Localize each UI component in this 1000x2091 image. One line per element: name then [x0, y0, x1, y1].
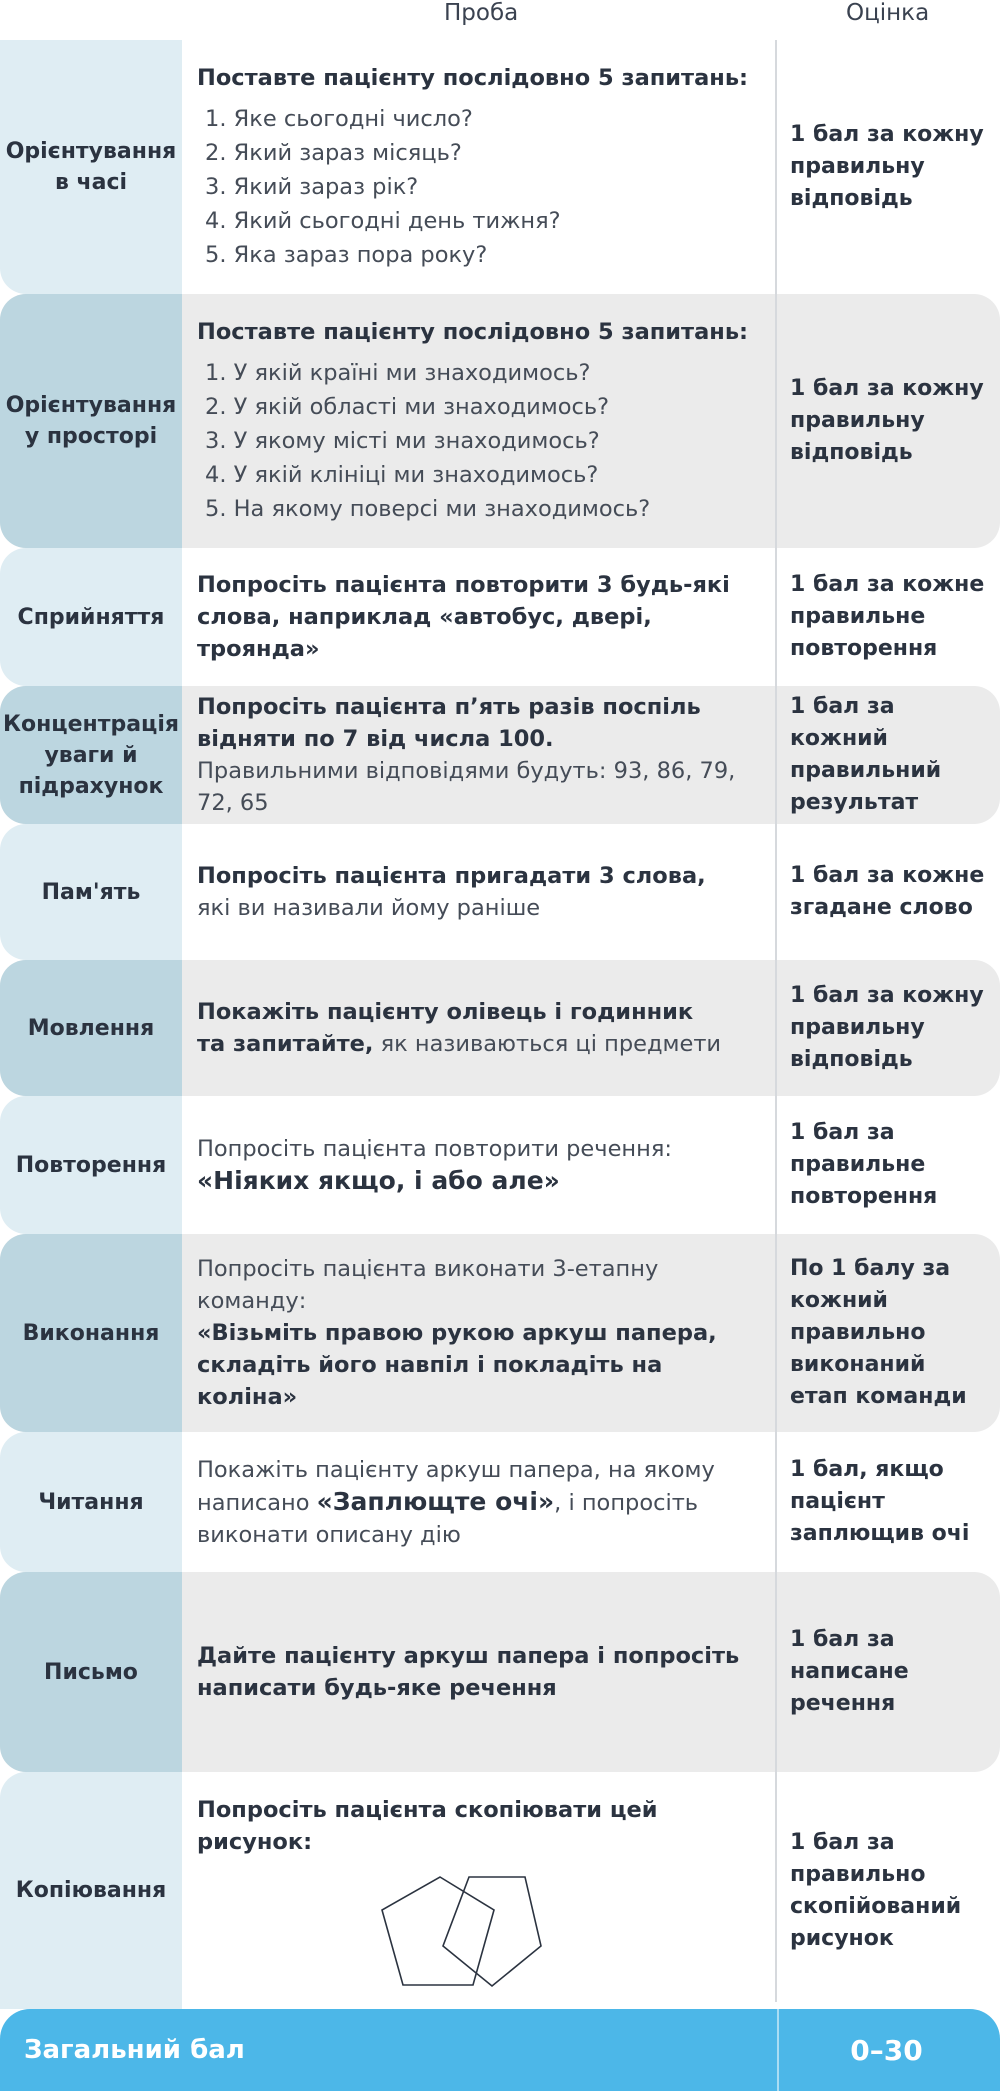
row-label: Орієнтування в часі [0, 40, 182, 294]
row-label: Концентрація уваги й підрахунок [0, 686, 182, 824]
row-text-normal: Правильними відповідями будуть: 93, 86, 79, 72, 65 [197, 758, 736, 816]
row-label: Копіювання [0, 1772, 182, 2009]
list-item: 3. У якому місті ми знаходимось? [205, 428, 600, 454]
table-row [0, 1772, 1000, 2009]
row-label: Пам'ять [0, 824, 182, 960]
row-label: Читання [0, 1432, 182, 1572]
row-score: 1 бал за кожний правильний результат [790, 694, 942, 815]
row-text-normal: Попросіть пацієнта виконати 3-етапну команду: [197, 1256, 659, 1314]
table-row [0, 960, 1000, 1096]
row-test-text [182, 548, 776, 686]
table-row [0, 1096, 1000, 1234]
row-intro: Поставте пацієнту послідовно 5 запитань: [197, 319, 749, 345]
row-test-text [182, 1572, 776, 1772]
row-text-normal: як називаються ці предмети [373, 1031, 722, 1057]
list-item: 4. Який сьогодні день тижня? [205, 208, 561, 234]
table-row [0, 548, 1000, 686]
list-item: 5. На якому поверсі ми знаходимось? [205, 496, 651, 522]
row-text: Попросіть пацієнта скопіювати цей рисунок: [197, 1797, 658, 1855]
row-test-text [182, 1096, 776, 1234]
total-label: Загальний бал [24, 2035, 245, 2065]
list-item: 4. У якій клініці ми знаходимось? [205, 462, 599, 488]
row-test-text [182, 294, 776, 548]
table-header [0, 0, 1000, 40]
row-label: Мовлення [0, 960, 182, 1096]
row-test-text [182, 960, 776, 1096]
row-score: 1 бал за правильно скопійований рисунок [790, 1829, 962, 1951]
list-item: 3. Який зараз рік? [205, 174, 419, 200]
row-score: По 1 балу за кожний правильно виконаний етап команди [790, 1256, 967, 1409]
list-item: 2. У якій області ми знаходимось? [205, 394, 610, 420]
row-label: Виконання [0, 1234, 182, 1432]
total-value: 0–30 [850, 2033, 923, 2067]
row-text-bold: та запитайте, [197, 1031, 374, 1057]
row-text-normal: які ви називали йому раніше [197, 895, 541, 921]
row-text-bold: «Візьміть правою рукою аркуш папера, складіть його навпіл і покладіть на коліна» [197, 1320, 717, 1410]
column-header-test: Проба [444, 0, 519, 26]
row-score: 1 бал за кожне правильне повторення [790, 572, 985, 661]
column-divider [775, 40, 777, 2002]
row-score: 1 бал за правильне повторення [790, 1120, 938, 1209]
row-score: 1 бал за кожну правильну відповідь [790, 122, 984, 211]
row-score: 1 бал за кожну правильну відповідь [790, 983, 984, 1072]
row-label: Повторення [0, 1096, 182, 1234]
question-list [197, 356, 764, 526]
row-text-bold: Попросіть пацієнта п’ять разів поспіль відняти по 7 від числа 100. [197, 694, 701, 752]
row-score: 1 бал за написане речення [790, 1627, 909, 1716]
table-row [0, 294, 1000, 548]
table-row [0, 686, 1000, 824]
table-row [0, 40, 1000, 294]
row-test-text [182, 40, 776, 294]
table-row [0, 1234, 1000, 1432]
row-text-normal: , і попросіть виконати описану дію [197, 1489, 699, 1548]
table-row [0, 1572, 1000, 1772]
row-test-text [182, 1234, 776, 1432]
row-test-text [182, 824, 776, 960]
row-label: Письмо [0, 1572, 182, 1772]
column-header-score: Оцінка [846, 0, 930, 26]
total-score-bar [0, 2009, 1000, 2091]
row-text-bold: «Ніяких якщо, і або але» [197, 1166, 560, 1195]
table-row [0, 824, 1000, 960]
list-item: 2. Який зараз місяць? [205, 140, 462, 166]
row-text: Попросіть пацієнта повторити 3 будь-які слова, наприклад «автобус, двері, троянда» [197, 572, 730, 662]
row-text-normal: Попросіть пацієнта повторити речення: [197, 1136, 672, 1162]
list-item: 1. У якій країні ми знаходимось? [205, 360, 591, 386]
row-score: 1 бал, якщо пацієнт заплющив очі [790, 1457, 970, 1546]
row-text-bold: Попросіть пацієнта пригадати 3 слова, [197, 863, 706, 889]
row-test-text [182, 1772, 776, 2009]
row-text: Дайте пацієнту аркуш папера і попросіть написати будь-яке речення [197, 1643, 740, 1701]
row-intro: Поставте пацієнту послідовно 5 запитань: [197, 65, 749, 91]
table-row [0, 1432, 1000, 1572]
question-list [197, 102, 764, 272]
row-label: Орієнтування у просторі [0, 294, 182, 548]
row-score: 1 бал за кожну правильну відповідь [790, 376, 984, 465]
row-text-normal: Покажіть пацієнту аркуш папера, на якому написано [197, 1456, 715, 1516]
pentagon-left [382, 1877, 494, 1985]
row-text-bold: «Заплющте очі» [316, 1486, 555, 1516]
list-item: 1. Яке сьогодні число? [205, 106, 473, 132]
row-test-text [182, 1432, 776, 1572]
row-label: Сприйняття [0, 548, 182, 686]
row-text-bold: Покажіть пацієнту олівець і годинник [197, 999, 694, 1025]
row-score: 1 бал за кожне згадане слово [790, 863, 985, 920]
intersecting-pentagons-figure [377, 1872, 597, 1997]
row-test-text [182, 686, 776, 824]
pentagon-right [443, 1877, 541, 1986]
list-item: 5. Яка зараз пора року? [205, 242, 488, 268]
